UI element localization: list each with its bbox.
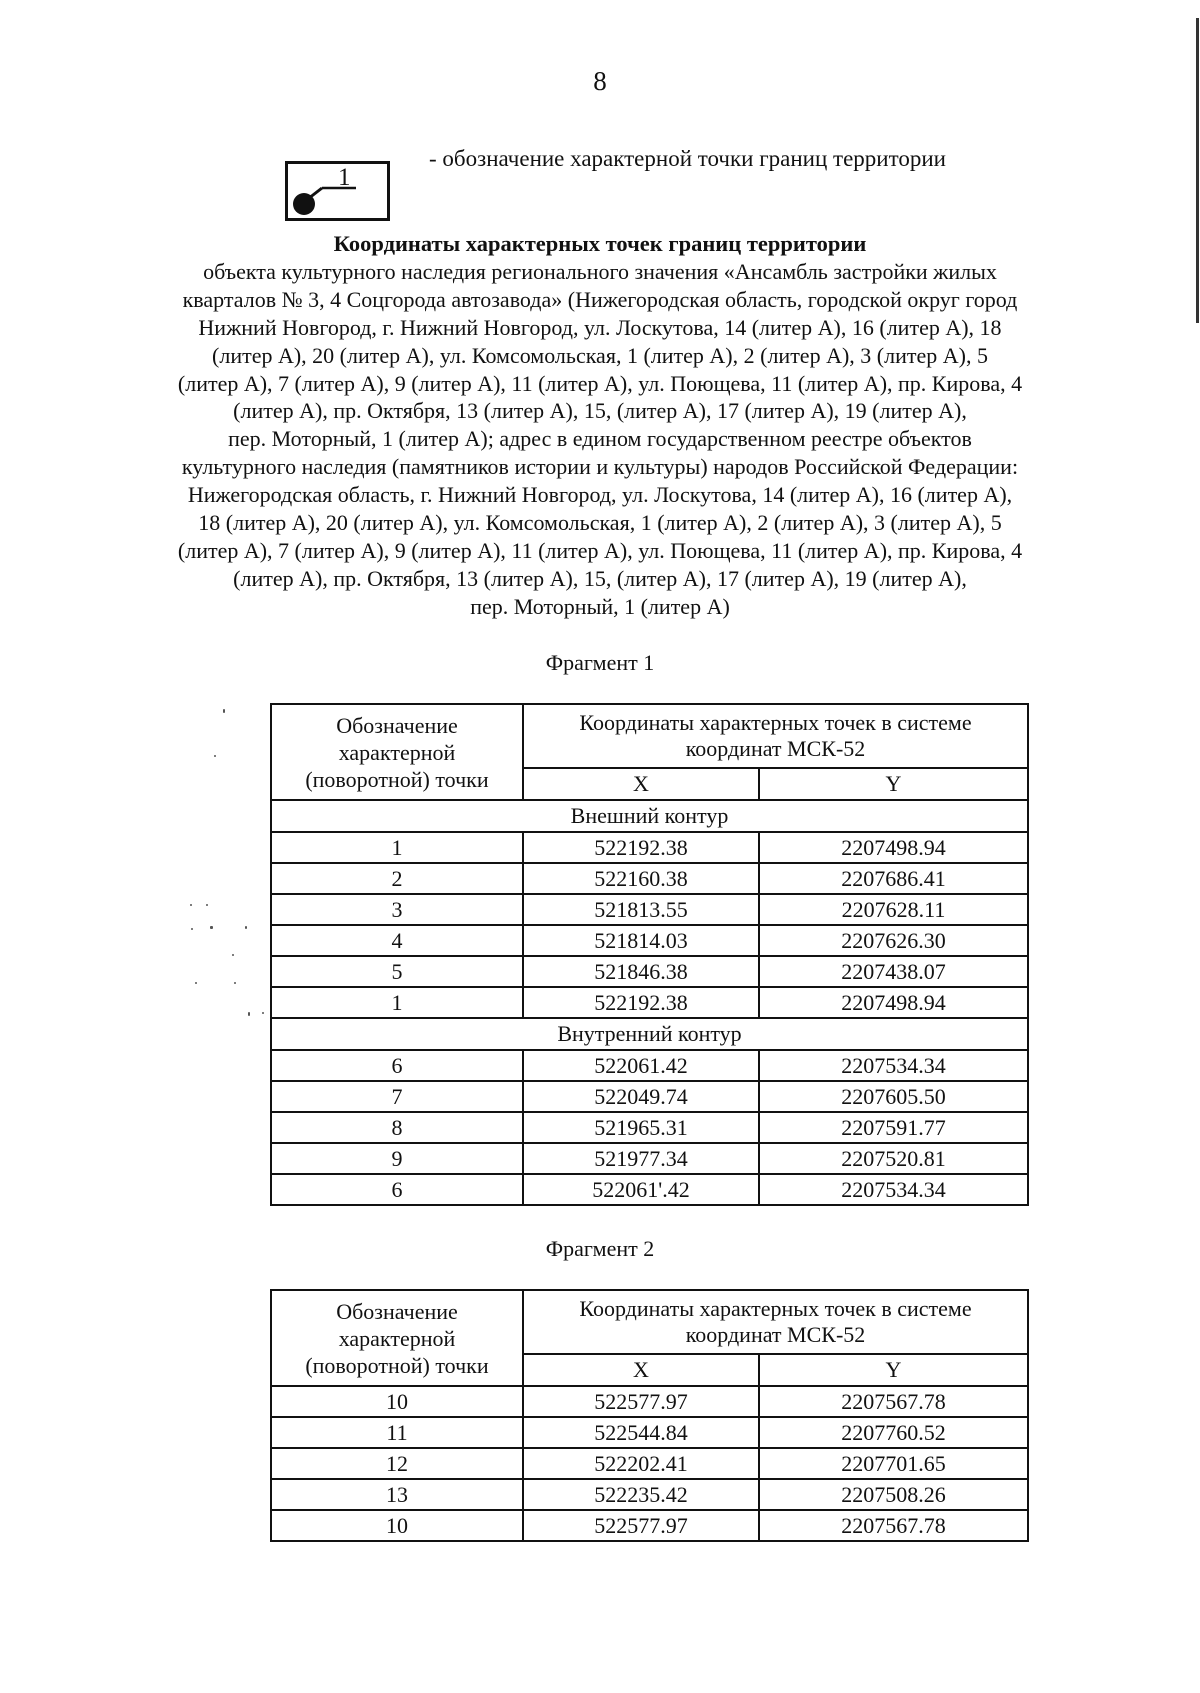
coords-group-header	[523, 704, 1028, 768]
header-text: характерной	[338, 739, 456, 765]
y-cell: 2207605.50	[759, 1081, 1028, 1112]
y-cell: 2207567.78	[759, 1386, 1028, 1417]
x-cell: 521965.31	[523, 1112, 759, 1143]
point-label-header	[271, 1290, 523, 1386]
y-cell: 2207628.11	[759, 894, 1028, 925]
document-title	[170, 230, 1030, 621]
y-cell: 2207520.81	[759, 1143, 1028, 1174]
y-cell: 2207626.30	[759, 925, 1028, 956]
point-cell: 10	[271, 1510, 523, 1541]
x-cell: 522192.38	[523, 832, 759, 863]
y-cell: 2207591.77	[759, 1112, 1028, 1143]
scan-speck	[223, 709, 225, 713]
scan-speck	[262, 1012, 264, 1014]
title-line: пер. Моторный, 1 (литер А); адрес в едином государственном реестре объектов	[228, 426, 972, 452]
fragment-2-table	[270, 1289, 1029, 1542]
point-cell: 6	[271, 1050, 523, 1081]
y-cell: 2207567.78	[759, 1510, 1028, 1541]
scan-speck	[195, 982, 197, 984]
x-cell: 521814.03	[523, 925, 759, 956]
page-number: 8	[593, 66, 607, 96]
x-cell: 522544.84	[523, 1417, 759, 1448]
y-cell: 2207534.34	[759, 1174, 1028, 1205]
scan-speck	[248, 1012, 250, 1016]
x-cell: 522049.74	[523, 1081, 759, 1112]
header-text: (поворотной) точки	[305, 766, 489, 792]
fragment-1-title: Фрагмент 1	[545, 650, 655, 675]
title-line: (литер А), 7 (литер А), 9 (литер А), 11 (литер А), ул. Поющева, 11 (литер А), пр. Кирова, 4	[177, 537, 1023, 563]
scan-speck	[210, 926, 213, 929]
x-cell: 522192.38	[523, 987, 759, 1018]
table-row	[271, 956, 1028, 987]
title-line: кварталов № 3, 4 Соцгорода автозавода» (Нижегородская область, городской округ город	[182, 286, 1018, 312]
table-row	[271, 894, 1028, 925]
y-header: Y	[759, 768, 1028, 800]
x-header: X	[523, 1354, 759, 1386]
x-cell: 522202.41	[523, 1448, 759, 1479]
x-cell: 521977.34	[523, 1143, 759, 1174]
point-cell: 2	[271, 863, 523, 894]
scan-speck	[232, 954, 234, 956]
title-line: пер. Моторный, 1 (литер А)	[470, 593, 730, 619]
point-cell: 3	[271, 894, 523, 925]
table-row	[271, 1112, 1028, 1143]
header-text: Координаты характерных точек в системе	[579, 1296, 972, 1321]
point-cell: 10	[271, 1386, 523, 1417]
scan-speck	[214, 755, 216, 757]
scan-speck	[206, 904, 208, 906]
header-text: характерной	[338, 1325, 456, 1351]
point-label-header	[271, 704, 523, 800]
point-cell: 4	[271, 925, 523, 956]
outer-contour-label: Внешний контур	[271, 800, 1028, 832]
x-header: X	[523, 768, 759, 800]
header-text: координат МСК-52	[685, 736, 866, 761]
legend-symbol	[285, 161, 390, 221]
x-cell: 521813.55	[523, 894, 759, 925]
title-line: (литер А), 20 (литер А), ул. Комсомольская, 1 (литер А), 2 (литер А), 3 (литер А), 5	[212, 342, 988, 368]
title-line: (литер А), 7 (литер А), 9 (литер А), 11 (литер А), ул. Поющева, 11 (литер А), пр. Кирова, 4	[177, 370, 1023, 396]
point-cell: 1	[271, 832, 523, 863]
scan-speck	[234, 982, 236, 984]
x-cell: 521846.38	[523, 956, 759, 987]
scan-speck	[191, 928, 193, 930]
title-line: Нижний Новгород, г. Нижний Новгород, ул. Лоскутова, 14 (литер А), 16 (литер А), 18	[198, 314, 1002, 340]
point-cell: 9	[271, 1143, 523, 1174]
title-line: культурного наследия (памятников истории и культуры) народов Российской Федерации:	[181, 454, 1019, 480]
x-cell: 522061.42	[523, 1050, 759, 1081]
title-line: (литер А), пр. Октября, 13 (литер А), 15, (литер А), 17 (литер А), 19 (литер А),	[233, 398, 967, 424]
table-row	[271, 925, 1028, 956]
table-row	[271, 1174, 1028, 1205]
header-text: Обозначение	[336, 1298, 458, 1324]
fragment-1-table	[270, 703, 1029, 1206]
y-cell: 2207438.07	[759, 956, 1028, 987]
header-text: Обозначение	[336, 712, 458, 738]
table-row	[271, 1510, 1028, 1541]
section-row	[271, 800, 1028, 832]
point-cell: 7	[271, 1081, 523, 1112]
title-line: 18 (литер А), 20 (литер А), ул. Комсомольская, 1 (литер А), 2 (литер А), 3 (литер А), 5	[198, 510, 1002, 536]
header-text: координат МСК-52	[685, 1322, 866, 1347]
table-row	[271, 1143, 1028, 1174]
coords-group-header	[523, 1290, 1028, 1354]
y-cell: 2207498.94	[759, 987, 1028, 1018]
point-cell: 11	[271, 1417, 523, 1448]
table-row	[271, 1417, 1028, 1448]
inner-contour-label: Внутренний контур	[271, 1018, 1028, 1050]
scan-speck	[245, 926, 247, 929]
scan-edge-mark	[1196, 18, 1199, 323]
x-cell: 522577.97	[523, 1386, 759, 1417]
table-row	[271, 1479, 1028, 1510]
table-row	[271, 1386, 1028, 1417]
point-cell: 13	[271, 1479, 523, 1510]
y-cell: 2207760.52	[759, 1417, 1028, 1448]
point-cell: 8	[271, 1112, 523, 1143]
x-cell: 522160.38	[523, 863, 759, 894]
legend-point-number: 1	[338, 164, 351, 191]
header-text: Координаты характерных точек в системе	[579, 710, 972, 735]
table-row	[271, 1050, 1028, 1081]
section-row	[271, 1018, 1028, 1050]
point-cell: 1	[271, 987, 523, 1018]
title-line: (литер А), пр. Октября, 13 (литер А), 15, (литер А), 17 (литер А), 19 (литер А),	[233, 565, 967, 591]
legend-description: - обозначение характерной точки границ территории	[429, 146, 946, 171]
point-cell: 6	[271, 1174, 523, 1205]
header-text: (поворотной) точки	[305, 1352, 489, 1378]
scan-speck	[190, 904, 192, 906]
y-header: Y	[759, 1354, 1028, 1386]
x-cell: 522061'.42	[523, 1174, 759, 1205]
fragment-2-title: Фрагмент 2	[545, 1236, 655, 1261]
table-header-row	[271, 704, 1028, 768]
table-row	[271, 863, 1028, 894]
table-row	[271, 1448, 1028, 1479]
y-cell: 2207498.94	[759, 832, 1028, 863]
y-cell: 2207701.65	[759, 1448, 1028, 1479]
table-header-row	[271, 1290, 1028, 1354]
table-row	[271, 832, 1028, 863]
y-cell: 2207508.26	[759, 1479, 1028, 1510]
title-line: Нижегородская область, г. Нижний Новгород, ул. Лоскутова, 14 (литер А), 16 (литер А),	[187, 482, 1013, 508]
title-heading: Координаты характерных точек границ территории	[333, 231, 867, 256]
x-cell: 522577.97	[523, 1510, 759, 1541]
y-cell: 2207534.34	[759, 1050, 1028, 1081]
table-row	[271, 1081, 1028, 1112]
x-cell: 522235.42	[523, 1479, 759, 1510]
title-line: объекта культурного наследия регионального значения «Ансамбль застройки жилых	[203, 258, 997, 284]
point-cell: 5	[271, 956, 523, 987]
table-row	[271, 987, 1028, 1018]
y-cell: 2207686.41	[759, 863, 1028, 894]
point-cell: 12	[271, 1448, 523, 1479]
